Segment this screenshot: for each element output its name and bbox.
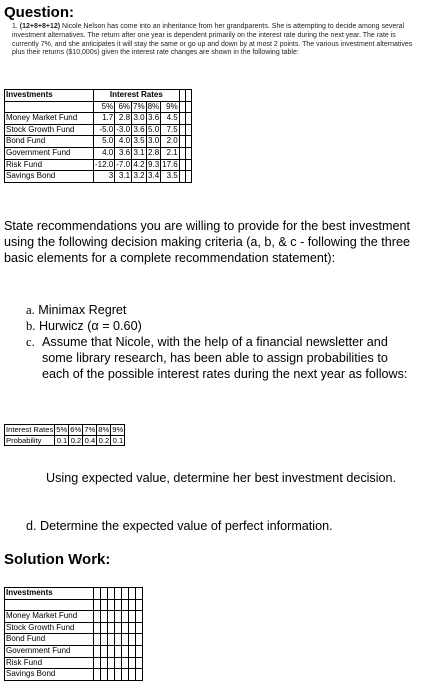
table-row xyxy=(5,611,143,623)
expected-value-text: Using expected value, determine her best investment decision. xyxy=(46,471,397,485)
interest-rates-header: Interest Rates xyxy=(94,90,180,102)
table-row xyxy=(5,159,192,171)
return-cell: 17.6 xyxy=(161,159,180,171)
return-cell: 3.6 xyxy=(132,124,147,136)
table-row xyxy=(5,113,192,125)
rate-cell: 8% xyxy=(146,101,161,113)
question-intro xyxy=(12,23,414,58)
return-cell: 3.5 xyxy=(132,136,147,148)
table-row xyxy=(5,136,192,148)
question-points: (12+8+8+12) xyxy=(19,23,61,30)
probability-table xyxy=(4,424,125,446)
investments-table xyxy=(4,89,192,183)
investment-name: Risk Fund xyxy=(5,657,94,669)
return-cell: 9.3 xyxy=(146,159,161,171)
table-row xyxy=(5,171,192,183)
return-cell: 4.2 xyxy=(132,159,147,171)
criterion-b xyxy=(26,318,416,334)
return-cell: 3.6 xyxy=(115,147,132,159)
investment-name: Bond Fund xyxy=(5,136,94,148)
investment-name: Savings Bond xyxy=(5,669,94,681)
rate-cell: 7% xyxy=(84,425,96,434)
probability-cell: 0.1 xyxy=(56,435,68,445)
return-cell: 4.0 xyxy=(94,147,115,159)
return-cell: 3.5 xyxy=(161,171,180,183)
return-cell: 2.8 xyxy=(115,113,132,125)
instructions-text: State recommendations you are willing to provide for the best investment using the following decision making criteria (a, b, & c - following the three basic elements for a complete recommendation statement): xyxy=(4,219,411,265)
criterion-letter: a. xyxy=(26,303,35,317)
evpi-text: d. Determine the expected value of perfect information. xyxy=(26,519,333,533)
investment-name: Government Fund xyxy=(5,147,94,159)
solution-investments-header: Investments xyxy=(5,588,94,600)
table-row xyxy=(5,147,192,159)
return-cell: 2.1 xyxy=(161,147,180,159)
return-cell: 3.1 xyxy=(132,147,147,159)
criterion-letter: b. xyxy=(26,319,36,333)
investment-name: Money Market Fund xyxy=(5,113,94,125)
rates-row xyxy=(5,101,192,113)
return-cell: 1.7 xyxy=(94,113,115,125)
probability-cell: 0.2 xyxy=(98,435,110,445)
probability-cell: 0.1 xyxy=(112,435,124,445)
rate-cell: 9% xyxy=(161,101,180,113)
rate-cell: 5% xyxy=(94,101,115,113)
rate-cell: 7% xyxy=(132,101,147,113)
return-cell: 4.0 xyxy=(115,136,132,148)
return-cell: 3.2 xyxy=(132,171,147,183)
table-row xyxy=(5,622,143,634)
return-cell: 4.5 xyxy=(161,113,180,125)
probability-row xyxy=(5,435,125,446)
investment-name: Risk Fund xyxy=(5,159,94,171)
investment-name: Stock Growth Fund xyxy=(5,622,94,634)
investment-name: Government Fund xyxy=(5,645,94,657)
rates-row xyxy=(5,425,125,436)
table-row xyxy=(5,634,143,646)
solution-table xyxy=(4,587,143,681)
return-cell: 2.0 xyxy=(161,136,180,148)
table-row xyxy=(5,645,143,657)
investment-name: Bond Fund xyxy=(5,634,94,646)
rate-cell: 8% xyxy=(98,425,110,434)
question-heading: Question: xyxy=(4,4,74,21)
investments-header: Investments xyxy=(5,90,94,102)
rate-cell: 5% xyxy=(56,425,68,434)
investment-name: Stock Growth Fund xyxy=(5,124,94,136)
return-cell: 5.0 xyxy=(94,136,115,148)
return-cell: 3.0 xyxy=(132,113,147,125)
criterion-text: Assume that Nicole, with the help of a financial newsletter and some library research, has been able to assign probabilities to each of the possible interest rates during the next year as follows: xyxy=(42,335,408,381)
criterion-c xyxy=(26,334,416,382)
row-label: Interest Rates xyxy=(6,425,54,434)
solution-heading: Solution Work: xyxy=(4,551,111,568)
return-cell: 3.6 xyxy=(146,113,161,125)
return-cell: -7.0 xyxy=(115,159,132,171)
question-number: 1. xyxy=(12,23,18,30)
criterion-text: Minimax Regret xyxy=(38,303,127,317)
criterion-letter: c. xyxy=(26,335,35,349)
return-cell: -5.0 xyxy=(94,124,115,136)
criterion-text: Hurwicz (α = 0.60) xyxy=(38,319,142,333)
criterion-a xyxy=(26,302,416,318)
table-row xyxy=(5,124,192,136)
return-cell: 3.0 xyxy=(146,136,161,148)
return-cell: -3.0 xyxy=(115,124,132,136)
return-cell: 3 xyxy=(94,171,115,183)
question-intro-text: Nicole Nelson has come into an inheritance from her grandparents. She is attempting to decide among several investment alternatives. The return after one year is dependent primarily on the interest rate during the next year. The rate is currently 7%, and she anticipates it will stay the same or go up and down by at most 2 points. The various investment alternatives plus their returns ($10,000s) given the interest rate changes are shown in the following table: xyxy=(12,23,413,57)
row-label: Probability xyxy=(5,435,55,446)
return-cell: 3.1 xyxy=(115,171,132,183)
investment-name: Savings Bond xyxy=(5,171,94,183)
return-cell: -12.0 xyxy=(94,159,115,171)
rate-cell: 6% xyxy=(115,101,132,113)
return-cell: 2.8 xyxy=(146,147,161,159)
return-cell: 7.5 xyxy=(161,124,180,136)
table-row xyxy=(5,669,143,681)
rate-cell: 9% xyxy=(112,425,124,434)
table-row xyxy=(5,657,143,669)
investment-name: Money Market Fund xyxy=(5,611,94,623)
probability-cell: 0.4 xyxy=(84,435,96,445)
criteria-list xyxy=(26,302,416,382)
return-cell: 5.0 xyxy=(146,124,161,136)
return-cell: 3.4 xyxy=(146,171,161,183)
probability-cell: 0.2 xyxy=(70,435,82,445)
rate-cell: 6% xyxy=(70,425,82,434)
